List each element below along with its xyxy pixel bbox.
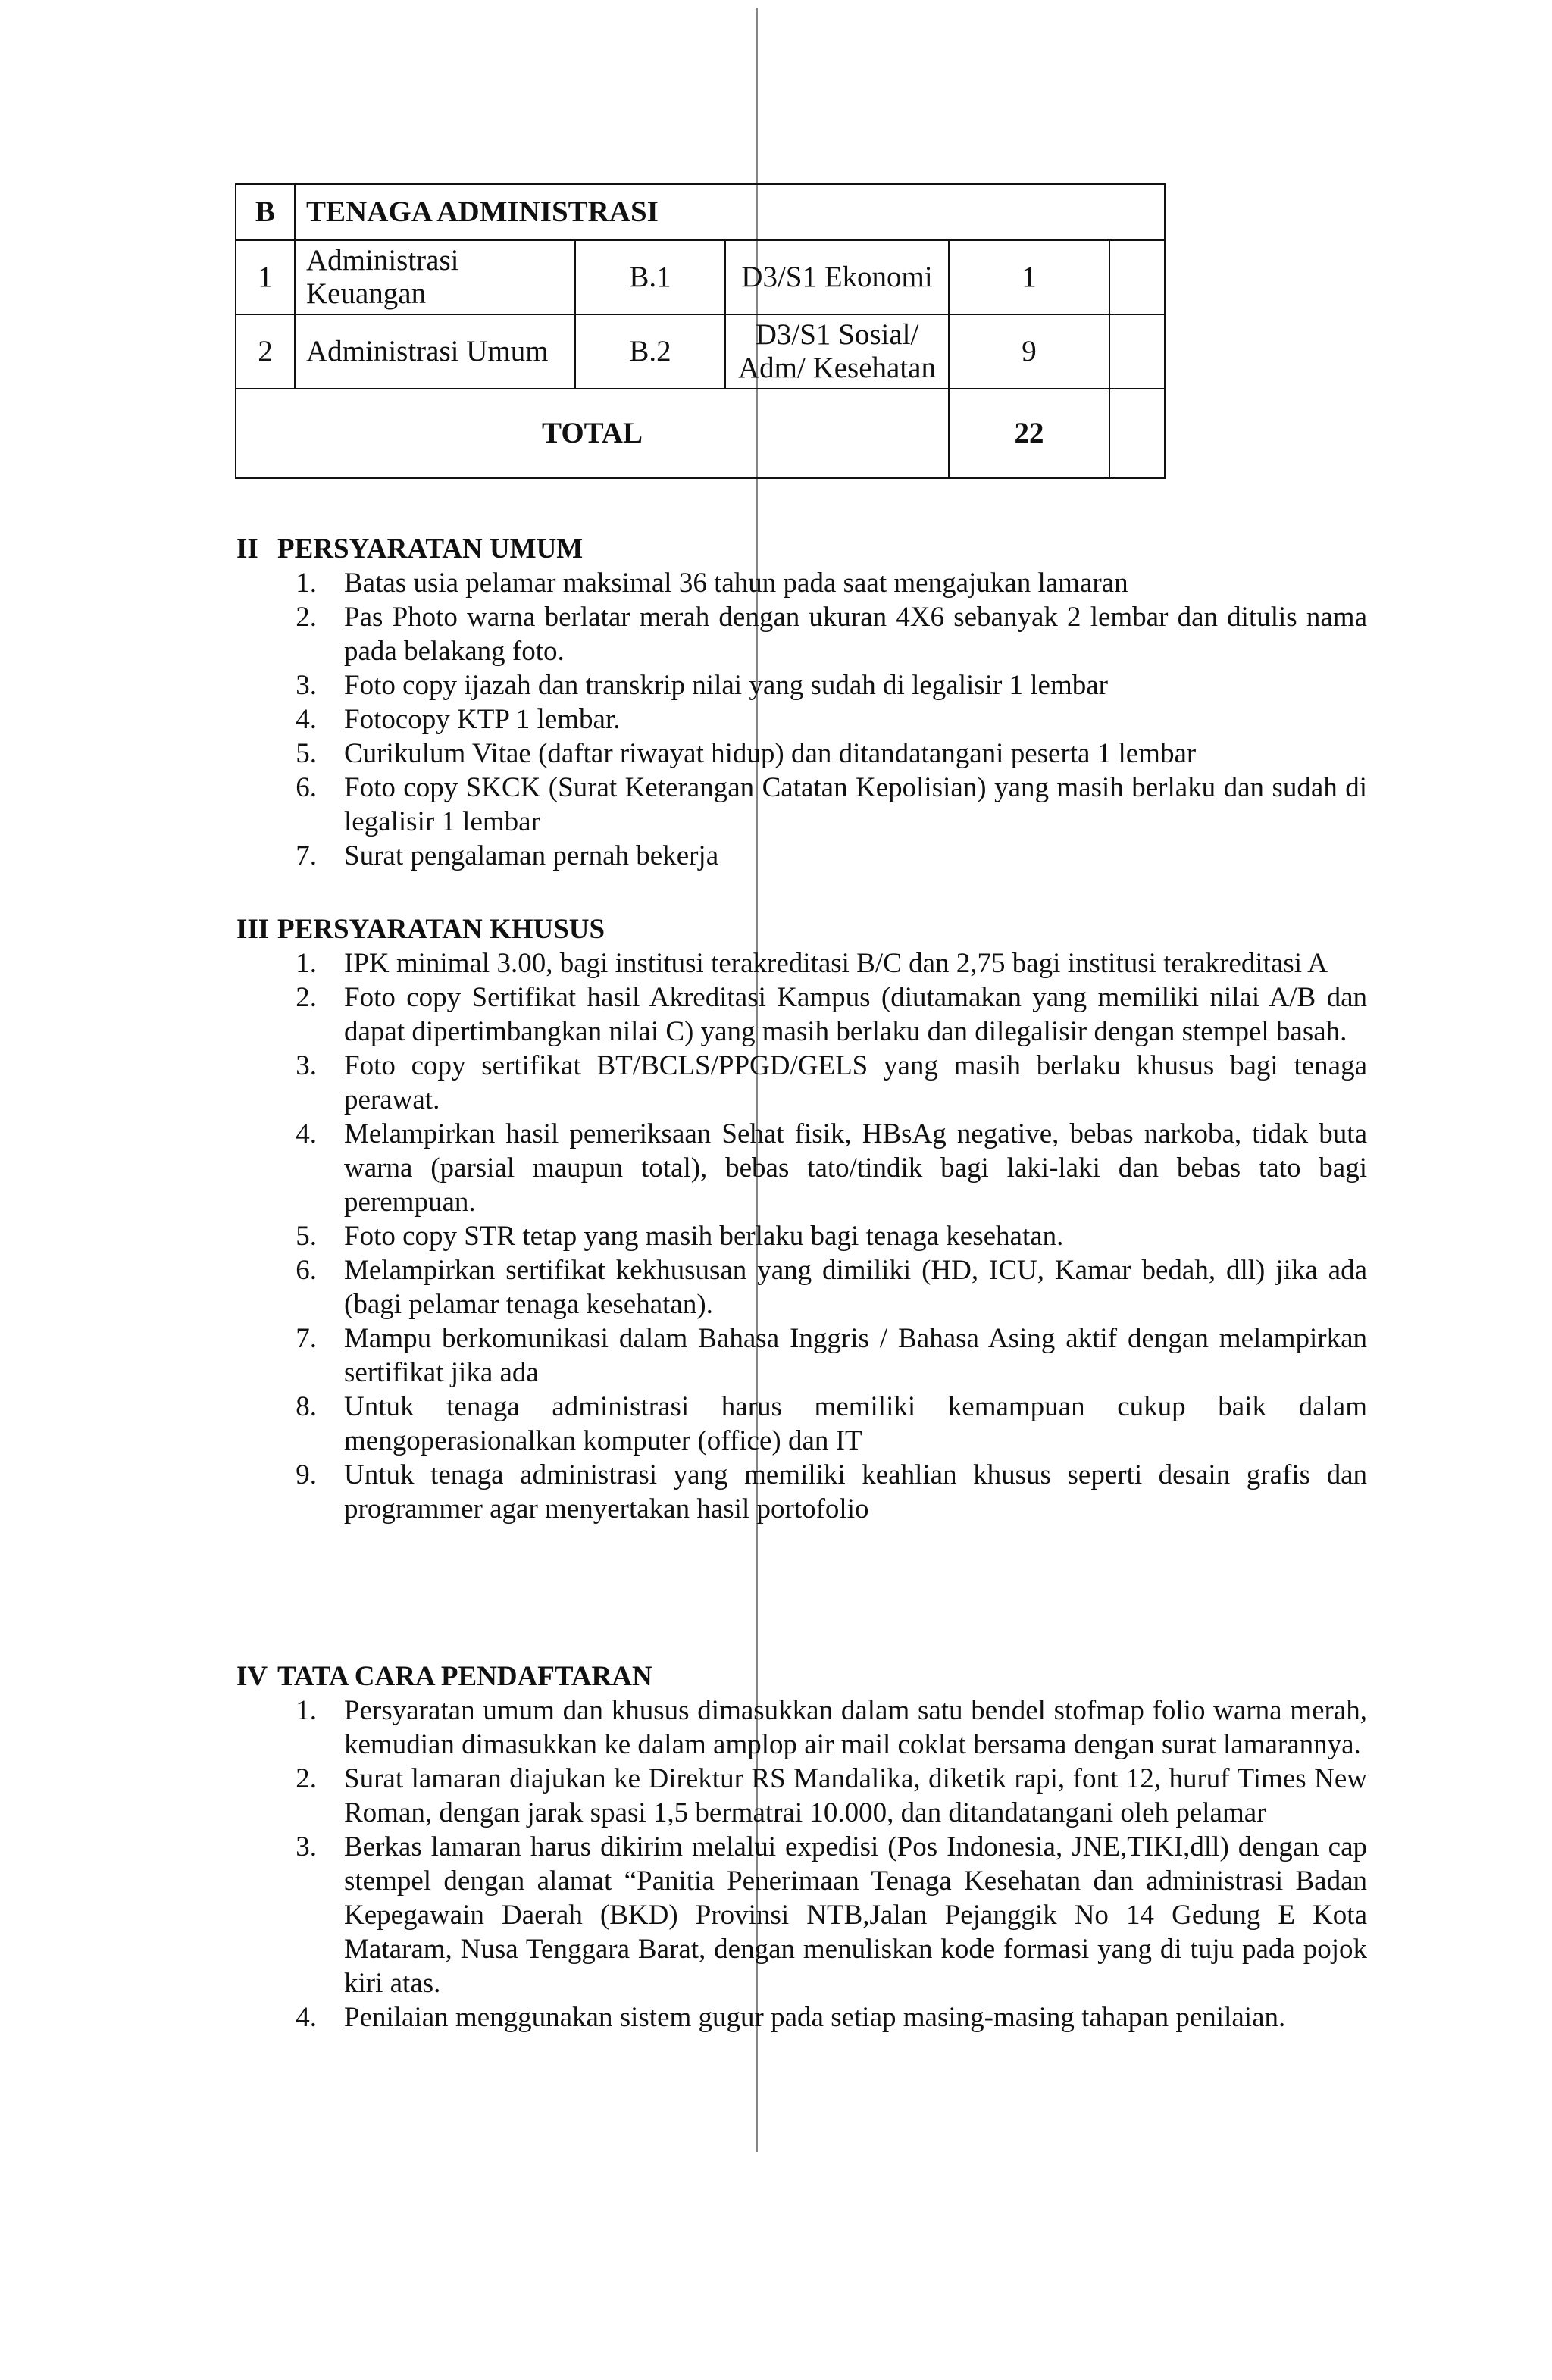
list-item: 8. Untuk tenaga administrasi harus memiliki kemampuan cukup baik dalam mengoperasionalkan komputer (office) dan IT — [296, 1391, 1367, 1456]
row-empty-cell — [1109, 240, 1165, 314]
section-title: TENAGA ADMINISTRASI — [295, 184, 1165, 240]
table-total-row — [236, 389, 1165, 478]
section-heading — [236, 1659, 1373, 1694]
section-number: IV — [236, 1661, 268, 1692]
total-label: TOTAL — [236, 389, 949, 478]
list-item: 3. Berkas lamaran harus dikirim melalui expedisi (Pos Indonesia, JNE,TIKI,dll) dengan cap stempel dengan alamat “Panitia Penerimaan Tenaga Kesehatan dan administrasi Badan Kepegawain Daerah (BKD) Provinsi NTB,Jalan Pejanggik No 14 Gedung E Kota Mataram, Nusa Tenggara Barat, dengan menuliskan kode formasi yang di tuju pada pojok kiri atas. — [296, 1831, 1367, 1999]
row-education: D3/S1 Sosial/ Adm/ Kesehatan — [725, 314, 949, 389]
list-item: 7. Surat pengalaman pernah bekerja — [296, 840, 719, 871]
section-title: TATA CARA PENDAFTARAN — [277, 1661, 652, 1692]
list-item: 4. Fotocopy KTP 1 lembar. — [296, 704, 621, 735]
list-item: 7. Mampu berkomunikasi dalam Bahasa Inggris / Bahasa Asing aktif dengan melampirkan sertifikat jika ada — [296, 1323, 1367, 1388]
row-empty-cell — [1109, 314, 1165, 389]
list-item: 4. Penilaian menggunakan sistem gugur pada setiap masing-masing tahapan penilaian. — [296, 2002, 1286, 2033]
list-item: 6. Foto copy SKCK (Surat Keterangan Catatan Kepolisian) yang masih berlaku dan sudah di legalisir 1 lembar — [296, 772, 1367, 837]
section-code: B — [236, 184, 295, 240]
row-code: B.2 — [575, 314, 725, 389]
list-item: 2. Surat lamaran diajukan ke Direktur RS Mandalika, diketik rapi, font 12, huruf Times New Roman, dengan jarak spasi 1,5 bermatrai 10.000, dan ditandatangani oleh pelamar — [296, 1763, 1367, 1828]
list-item: 5. Foto copy STR tetap yang masih berlaku bagi tenaga kesehatan. — [296, 1221, 1064, 1252]
list-item: 3. Foto copy ijazah dan transkrip nilai yang sudah di legalisir 1 lembar — [296, 670, 1108, 701]
procedure-list — [236, 1694, 1373, 2034]
section-tata-cara-pendaftaran — [236, 1659, 1373, 2034]
row-no: 2 — [236, 314, 295, 389]
list-item: 6. Melampirkan sertifikat kekhususan yang dimiliki (HD, ICU, Kamar bedah, dll) jika ada (bagi pelamar tenaga kesehatan). — [296, 1255, 1367, 1320]
section-number: III — [236, 914, 270, 945]
list-item: 9. Untuk tenaga administrasi yang memiliki keahlian khusus seperti desain grafis dan programmer agar menyertakan hasil portofolio — [296, 1459, 1367, 1525]
requirement-list — [236, 946, 1373, 1526]
list-item: 3. Foto copy sertifikat BT/BCLS/PPGD/GELS yang masih berlaku khusus bagi tenaga perawat. — [296, 1050, 1367, 1115]
row-name: Administrasi Keuangan — [295, 240, 575, 314]
list-item: 5. Curikulum Vitae (daftar riwayat hidup) dan ditandatangani peserta 1 lembar — [296, 738, 1197, 769]
list-item: 4. Melampirkan hasil pemeriksaan Sehat fisik, HBsAg negative, bebas narkoba, tidak buta warna (parsial maupun total), bebas tato/tindik bagi laki-laki dan bebas tato bagi perempuan. — [296, 1118, 1367, 1218]
section-title: PERSYARATAN KHUSUS — [277, 914, 605, 945]
section-heading — [236, 532, 1373, 566]
section-persyaratan-khusus — [236, 912, 1373, 1526]
row-name: Administrasi Umum — [295, 314, 575, 389]
list-item: 2. Foto copy Sertifikat hasil Akreditasi Kampus (diutamakan yang memiliki nilai A/B dan dapat dipertimbangkan nilai C) yang masih berlaku dan dilegalisir dengan stempel basah. — [296, 982, 1367, 1047]
table-section-row — [236, 184, 1165, 240]
list-item: 1. Persyaratan umum dan khusus dimasukkan dalam satu bendel stofmap folio warna merah, kemudian dimasukkan ke dalam amplop air mail coklat bersama dengan surat lamarannya. — [296, 1695, 1367, 1760]
list-item: 1. IPK minimal 3.00, bagi institusi terakreditasi B/C dan 2,75 bagi institusi terakreditasi A — [296, 948, 1328, 979]
table-row — [236, 240, 1165, 314]
list-item: 2. Pas Photo warna berlatar merah dengan ukuran 4X6 sebanyak 2 lembar dan ditulis nama pada belakang foto. — [296, 602, 1367, 667]
row-qty: 9 — [949, 314, 1109, 389]
formation-table — [235, 183, 1166, 479]
row-code: B.1 — [575, 240, 725, 314]
row-education: D3/S1 Ekonomi — [725, 240, 949, 314]
section-title: PERSYARATAN UMUM — [277, 533, 584, 565]
requirement-list — [236, 566, 1373, 873]
list-item: 1. Batas usia pelamar maksimal 36 tahun pada saat mengajukan lamaran — [296, 568, 1128, 599]
section-heading — [236, 912, 1373, 946]
section-number: II — [236, 533, 258, 565]
row-qty: 1 — [949, 240, 1109, 314]
total-value: 22 — [949, 389, 1109, 478]
row-no: 1 — [236, 240, 295, 314]
total-empty-cell — [1109, 389, 1165, 478]
section-persyaratan-umum — [236, 532, 1373, 873]
table-row — [236, 314, 1165, 389]
